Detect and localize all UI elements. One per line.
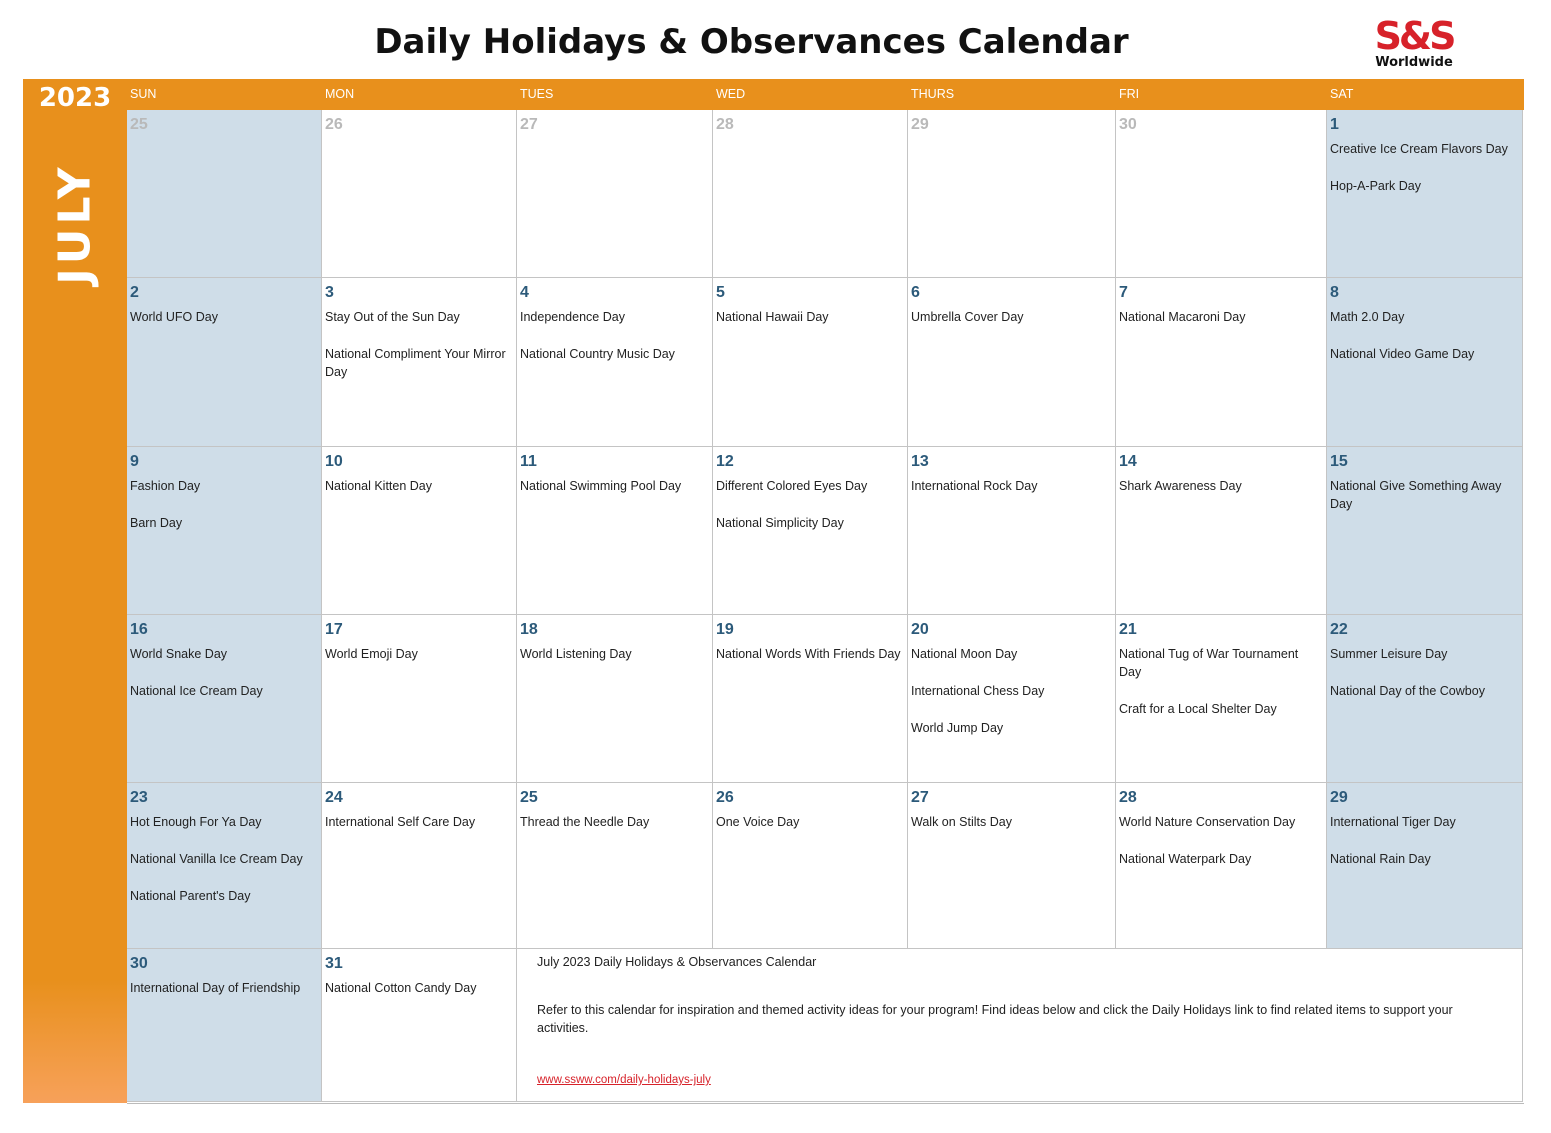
event-item: National Kitten Day [325, 479, 433, 493]
month-label: JULY [49, 163, 101, 285]
event-item: National Video Game Day [1330, 347, 1475, 361]
day-number: 28 [1119, 789, 1137, 806]
event-item: Math 2.0 Day [1330, 310, 1405, 324]
month-sidebar [23, 79, 127, 1103]
day-cell [1327, 447, 1523, 615]
day-number: 6 [911, 284, 920, 301]
event-item: International Day of Friendship [130, 981, 301, 995]
day-cell [517, 447, 713, 615]
day-cell [1116, 110, 1327, 278]
event-item: Barn Day [130, 516, 183, 530]
weekday-thurs: THURS [911, 87, 955, 101]
event-item: National Macaroni Day [1119, 310, 1246, 324]
event-item: International Self Care Day [325, 815, 476, 829]
day-number: 25 [130, 116, 148, 133]
day-number: 30 [1119, 116, 1137, 133]
calendar-grid [127, 110, 1524, 1104]
day-cell [127, 949, 322, 1102]
day-cell [713, 447, 908, 615]
day-number: 23 [130, 789, 148, 806]
day-cell [127, 110, 322, 278]
event-item: National Rain Day [1330, 852, 1431, 866]
day-number: 30 [130, 955, 148, 972]
day-cell [322, 783, 517, 949]
event-item: World Listening Day [520, 647, 632, 661]
day-cell [713, 783, 908, 949]
day-number: 27 [911, 789, 929, 806]
event-item: World Jump Day [911, 721, 1004, 735]
event-item: Thread the Needle Day [520, 815, 650, 829]
event-item: Fashion Day [130, 479, 201, 493]
event-item: National Parent's Day [130, 889, 251, 903]
event-item: International Rock Day [911, 479, 1038, 493]
event-item: National Vanilla Ice Cream Day [130, 852, 303, 866]
event-item: National Day of the Cowboy [1330, 684, 1485, 698]
event-item: National Words With Friends Day [716, 647, 901, 661]
day-number: 18 [520, 621, 538, 638]
day-number: 19 [716, 621, 734, 638]
day-cell [127, 278, 322, 447]
weekday-tues: TUES [520, 87, 554, 101]
event-item: National Swimming Pool Day [520, 479, 682, 493]
day-cell [127, 615, 322, 783]
event-item: Hot Enough For Ya Day [130, 815, 262, 829]
year-label: 2023 [38, 83, 112, 113]
day-cell [1327, 278, 1523, 447]
day-cell [1327, 110, 1523, 278]
event-item: Walk on Stilts Day [911, 815, 1012, 829]
weekday-sat: SAT [1330, 87, 1354, 101]
day-cell [908, 615, 1116, 783]
day-number: 21 [1119, 621, 1137, 638]
day-number: 26 [716, 789, 734, 806]
day-number: 22 [1330, 621, 1348, 638]
day-cell [713, 278, 908, 447]
day-cell [517, 110, 713, 278]
event-item: One Voice Day [716, 815, 800, 829]
day-cell [908, 447, 1116, 615]
day-cell [908, 110, 1116, 278]
event-item: National Hawaii Day [716, 310, 829, 324]
event-item: Creative Ice Cream Flavors Day [1330, 142, 1508, 156]
weekday-fri: FRI [1119, 87, 1140, 101]
day-number: 25 [520, 789, 538, 806]
event-item: National Ice Cream Day [130, 684, 263, 698]
event-item: International Tiger Day [1330, 815, 1456, 829]
day-number: 4 [520, 284, 529, 301]
note-body: Refer to this calendar for inspiration and themed activity ideas for your program! Find ideas below and click the Daily Holidays link to find related items to support your activities. [537, 1003, 1453, 1035]
day-number: 16 [130, 621, 148, 638]
day-number: 11 [520, 453, 537, 470]
event-item: World Snake Day [130, 647, 228, 661]
day-cell [517, 615, 713, 783]
brand-logo [1366, 16, 1462, 78]
day-cell [322, 447, 517, 615]
info-note [517, 949, 1523, 1102]
event-item: National Simplicity Day [716, 516, 844, 530]
weekday-wed: WED [716, 87, 746, 101]
day-number: 28 [716, 116, 734, 133]
event-item: Craft for a Local Shelter Day [1119, 702, 1277, 716]
event-item: Shark Awareness Day [1119, 479, 1242, 493]
day-number: 10 [325, 453, 343, 470]
day-cell [1327, 783, 1523, 949]
day-cell [322, 949, 517, 1102]
day-number: 2 [130, 284, 139, 301]
day-number: 13 [911, 453, 929, 470]
event-item: National Give Something Away Day [1330, 479, 1502, 511]
logo-mark: S&S [1374, 14, 1454, 58]
event-item: National Moon Day [911, 647, 1018, 661]
day-cell [517, 278, 713, 447]
day-number: 1 [1330, 116, 1339, 133]
event-item: World Emoji Day [325, 647, 418, 661]
note-heading: July 2023 Daily Holidays & Observances Calendar [537, 955, 817, 969]
day-cell [713, 110, 908, 278]
event-item: International Chess Day [911, 684, 1045, 698]
page-title: Daily Holidays & Observances Calendar [374, 22, 1129, 62]
day-number: 15 [1330, 453, 1348, 470]
day-cell [908, 278, 1116, 447]
day-number: 29 [1330, 789, 1348, 806]
event-item: National Compliment Your Mirror Day [325, 347, 506, 379]
day-number: 27 [520, 116, 538, 133]
event-item: Stay Out of the Sun Day [325, 310, 460, 324]
day-cell [1116, 783, 1327, 949]
day-cell [1116, 615, 1327, 783]
day-number: 8 [1330, 284, 1339, 301]
day-cell [713, 615, 908, 783]
day-number: 17 [325, 621, 343, 638]
event-item: Umbrella Cover Day [911, 310, 1024, 324]
day-number: 7 [1119, 284, 1128, 301]
event-item: National Waterpark Day [1119, 852, 1252, 866]
event-item: World Nature Conservation Day [1119, 815, 1296, 829]
day-number: 12 [716, 453, 734, 470]
event-item: World UFO Day [130, 310, 218, 324]
day-number: 3 [325, 284, 334, 301]
day-number: 29 [911, 116, 929, 133]
day-cell [1116, 278, 1327, 447]
weekday-header [127, 79, 1524, 110]
day-cell [127, 447, 322, 615]
event-item: Summer Leisure Day [1330, 647, 1448, 661]
event-item: Independence Day [520, 310, 625, 324]
day-number: 24 [325, 789, 343, 806]
weekday-mon: MON [325, 87, 355, 101]
day-cell [908, 783, 1116, 949]
event-item: National Country Music Day [520, 347, 675, 361]
day-cell [517, 783, 713, 949]
logo-subtitle: Worldwide [1375, 55, 1453, 70]
day-number: 9 [130, 453, 139, 470]
day-number: 14 [1119, 453, 1137, 470]
weekday-sun: SUN [130, 87, 157, 101]
event-item: Hop-A-Park Day [1330, 179, 1421, 193]
day-cell [127, 783, 322, 949]
day-cell [322, 278, 517, 447]
day-number: 5 [716, 284, 725, 301]
day-cell [322, 110, 517, 278]
event-item: National Cotton Candy Day [325, 981, 477, 995]
day-cell [1116, 447, 1327, 615]
event-item: Different Colored Eyes Day [716, 479, 868, 493]
daily-holidays-link[interactable]: www.ssww.com/daily-holidays-july [537, 1074, 711, 1086]
day-cell [1327, 615, 1523, 783]
event-item: National Tug of War Tournament Day [1119, 647, 1299, 679]
day-number: 26 [325, 116, 343, 133]
day-cell [322, 615, 517, 783]
day-number: 31 [325, 955, 343, 972]
day-number: 20 [911, 621, 929, 638]
